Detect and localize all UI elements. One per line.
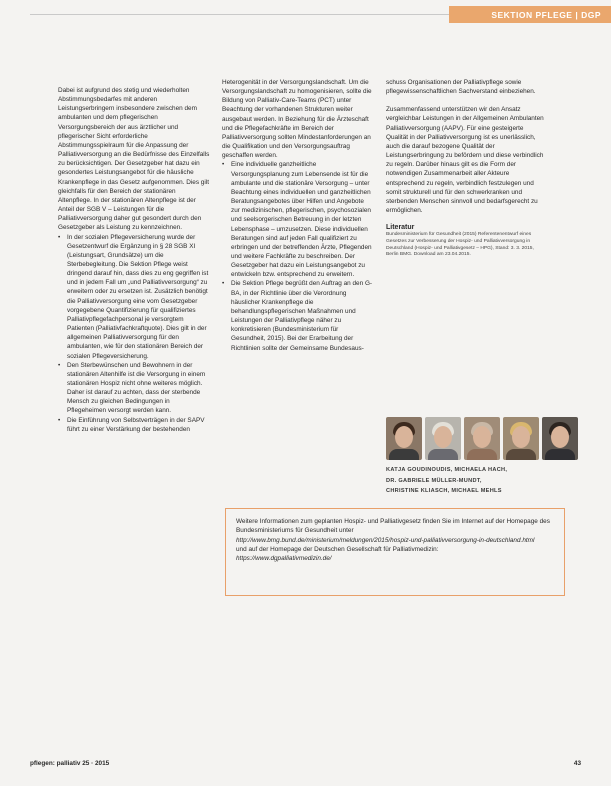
column-1 bbox=[58, 86, 210, 434]
literature-heading: Literatur bbox=[386, 224, 415, 232]
info-text: und auf der Homepage der Deutschen Gesellschaft für Palliativmedizin: bbox=[236, 545, 439, 553]
column-2 bbox=[222, 78, 374, 353]
dgp-link[interactable]: https://www.dgpalliativmedizin.de/ bbox=[236, 555, 332, 563]
journal-issue: pflegen: palliativ 25 · 2015 bbox=[30, 760, 110, 767]
col2-intro: Heterogenität in der Versorgungslandschaft. Um die Versorgungslandschaft zu homogenisieren, sollte die Bildung von Palliativ-Care-Teams (PCT) unter Beachtung der vorhandenen Strukturen weiter ausgebaut werden. In Beziehung für die Ärzteschaft und die Pflegefachkräfte im Bereich der Palliativversorgung sollten Mindestanforderungen an die Qualifikation und den Versorgungsauftrag geschaffen werden. bbox=[222, 79, 372, 160]
author-line: CHRISTINE KLIASCH, MICHAEL MEHLS bbox=[386, 488, 502, 494]
page-header bbox=[0, 0, 611, 26]
info-text: Weitere Informationen zum geplanten Hospiz- und Palliativgesetz finden Sie im Internet auf der Homepage des Bundesministeriums für Gesundheit unter bbox=[236, 518, 550, 535]
page-number: 43 bbox=[573, 760, 581, 767]
list-item: • Den Sterbewünschen und Bewohnern in der stationären Altenhilfe ist die Versorgung in einem stationären Hospiz nicht ohne weiteres möglich. Daher ist darauf zu achten, dass der sterbende Mensch zu gleichen Bedingungen in Pflegeheimen versorgt werden kann. bbox=[58, 361, 210, 416]
author-names bbox=[386, 465, 507, 497]
author-line: KATJA GOUDINOUDIS, MICHAELA HACH, bbox=[386, 467, 508, 473]
list-item: • In der sozialen Pflegeversicherung wurde der Gesetzentwurf die Ergänzung in § 28 SGB XI (Leistungsart, Grundsätze) um die Sterbebegleitung. Die Sektion Pflege weist dringend darauf hin, dass dies zu eng gegriffen ist und in jedem Fall um „und Palliativversorgung“ zu erweitern oder zu ersetzen ist. Zusätzlich benötigt die Palliativversorgung eine vom Gesetzgeber vorgegebene Quantifizierung für qualifiziertes Palliativpflegefachpersonal je versorgtem Patienten (Palliativfachkraftquote). Dies gilt in der allgemeinen Palliativversorgung für den ambulanten, wie für den stationären Bereich der sozialen Pflegeversicherung. bbox=[58, 233, 210, 361]
author-photos bbox=[386, 417, 578, 460]
list-item: • Eine individuelle ganzheitliche Versorgungsplanung zum Lebensende ist für die ambulante und die stationäre Versorgung – unter Beachtung eines individuellen und ganzheitlichen Beratungsangebotes über Hilfen und Angebote zur medizinischen, pflegerischen, psychosozialen und seelsorgerischen Betreuung in der letzten Lebensphase – umzusetzen. Diese individuellen Beratungen sind auf jeden Fall qualifiziert zu erbringen und der betreffenden Ärzte, Pflegenden und weitere Fachkräfte zu beschreiben. Der Gesetzgeber hat dazu ein Leistungsangebot zu entwickeln bzw. entsprechend zu erweitern. bbox=[222, 160, 374, 279]
info-box bbox=[225, 508, 565, 596]
author-photo bbox=[542, 417, 578, 460]
page-footer bbox=[30, 760, 581, 767]
col3-intro: schuss Organisationen der Palliativpflege sowie pflegewissenschaftlichen Sachverstand einbeziehen. bbox=[386, 79, 536, 96]
col2-bullets bbox=[222, 160, 374, 352]
list-item: • Die Einführung von Selbstverträgen in der SAPV führt zu einer Verstärkung der bestehenden bbox=[58, 416, 210, 434]
section-tab: SEKTION PFLEGE | DGP bbox=[449, 6, 611, 23]
column-3 bbox=[386, 78, 546, 259]
literature-entry: Bundesministerium für Gesundheit (2015) Referentenentwurf eines Gesetzes zur Verbesserung der Hospiz- und Palliativversorgung in Deutschland (Hospiz- und Palliativgesetz – HPG), Stand: 3. 3. 2015, Berlin BMG. Download am 23.04.2015. bbox=[386, 232, 534, 258]
list-item: • Die Sektion Pflege begrüßt den Auftrag an den G-BA, in der Richtlinie über die Verordnung häuslicher Krankenpflege die behandlungspflegerischen Maßnahmen und Leistungen der Palliativpflege näher zu konkretisieren (Bundesministerium für Gesundheit, 2015). Bei der Erarbeitung der Richtlinien sollte der Gemeinsame Bundesaus- bbox=[222, 279, 374, 352]
bmg-link[interactable]: http://www.bmg.bund.de/ministerium/meldungen/2015/hospiz-und-palliativversorgung-in-deutschland.html bbox=[236, 536, 535, 544]
col3-summary: Zusammenfassend unterstützen wir den Ansatz vergleichbar Leistungen in der Allgemeinen Ambulanten Palliativversorgung (AAPV). Für eine gesteigerte Qualität in der Palliativversorgung ist es unerlässlich, auch die darauf bezogene Qualität der Leistungserbringung zu befördern und diese verbindlich zu regeln. Darüber hinaus gilt es die Form der notwendigen Zusammenarbeit aller Akteure entsprechend zu regeln, verbindlich festzulegen und somit strukturell und für den schwerkranken und sterbenden Menschen sinnvoll und bedarfsgerecht zu ermöglichen. bbox=[386, 106, 544, 215]
author-photo bbox=[464, 417, 500, 460]
col1-bullets bbox=[58, 233, 210, 434]
author-photo bbox=[503, 417, 539, 460]
author-line: DR. GABRIELE MÜLLER-MUNDT, bbox=[386, 477, 482, 484]
author-photo bbox=[425, 417, 461, 460]
col1-intro: Dabei ist aufgrund des stetig und wiederholten Abstimmungsbedarfes mit anderen Leistungserbringern insbesondere zwischen dem ambulanten und dem pflegerischen Versorgungsbereich der aus ärztlicher und pflegerischer Sicht erforderliche Abstimmungsspielraum für die Anpassung der Palliativversorgung an die Bedürfnisse des Einzelfalls zu berücksichtigen. Der Gesetzgeber hat dazu ein gesondertes Leistungsangebot für die häusliche Krankenpflege in das Gesetz aufgenommen. Dies gilt gleichfalls für den Bereich der stationären Altenpflege. In der stationären Altenpflege ist der Anteil der SGB V – Leistungen für die Palliativversorgung daher gut gesondert durch den Gesetzgeber als Leistung zu kennzeichnen. bbox=[58, 87, 210, 232]
author-photo bbox=[386, 417, 422, 460]
